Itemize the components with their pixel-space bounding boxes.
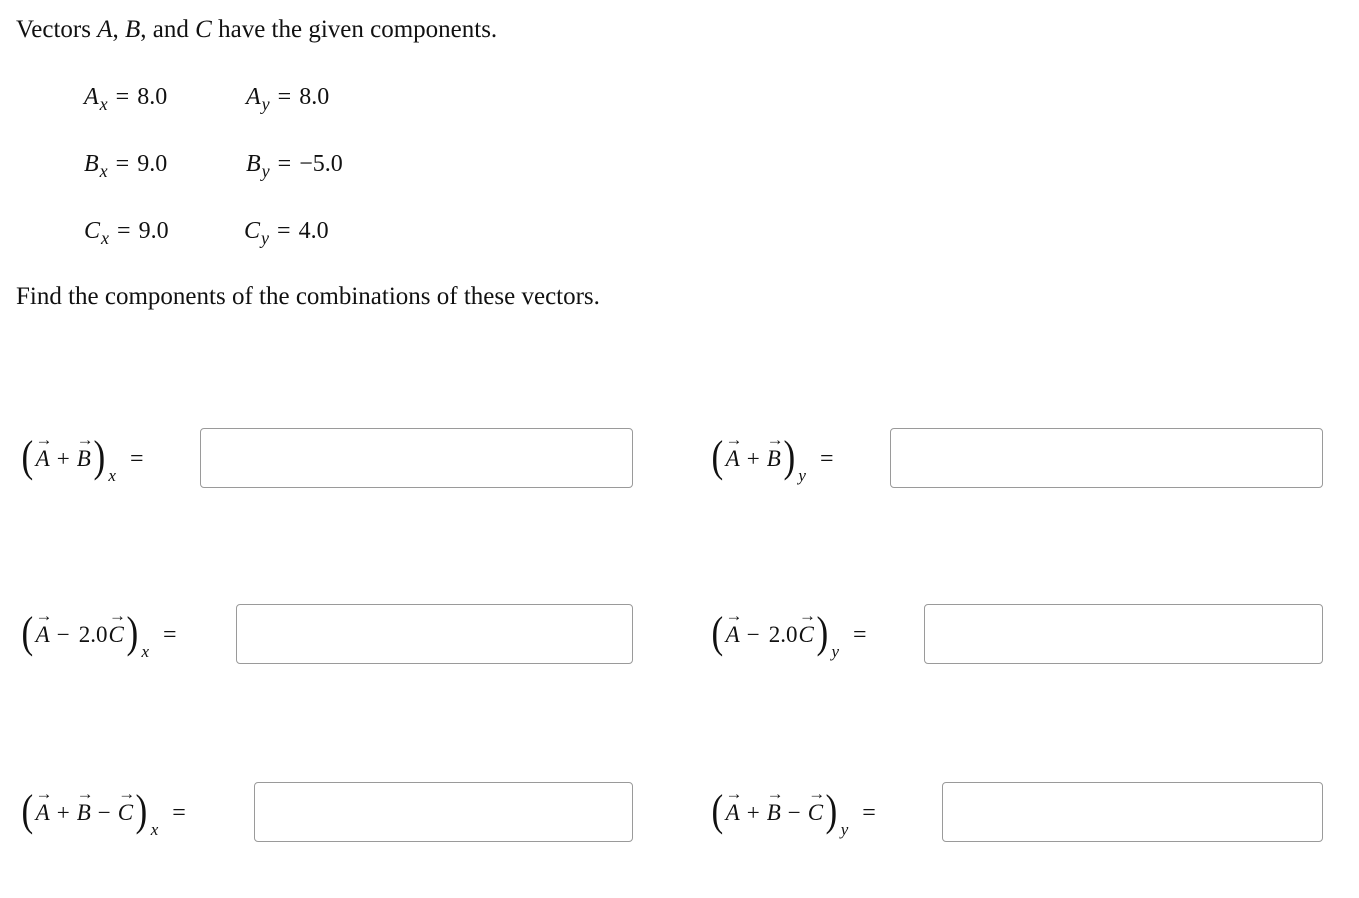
vector-c: → C	[808, 800, 823, 826]
answer-a-minus-2c-x-input[interactable]	[236, 604, 633, 664]
vector-b: → B	[767, 800, 781, 826]
vector-a: → A	[36, 800, 50, 826]
answer-a-plus-b-minus-c-y-input[interactable]	[942, 782, 1323, 842]
component-value: 8.0	[137, 84, 168, 110]
vector-c: → C	[798, 622, 813, 648]
vector-b: → B	[77, 800, 91, 826]
answer-a-plus-b-x-input[interactable]	[200, 428, 633, 488]
answer-a-plus-b-y-input[interactable]	[890, 428, 1323, 488]
vector-a: → A	[36, 622, 50, 648]
component-ay: $A_y = 8.0$	[246, 84, 330, 114]
answer-a-plus-b-minus-c-x-input[interactable]	[254, 782, 633, 842]
component-cy: $C_y = 4.0$	[244, 218, 329, 248]
vector-a: → A	[726, 622, 740, 648]
component-by: $B_y = -5.0$	[246, 151, 343, 181]
vector-a-label: A	[97, 16, 113, 43]
coefficient: 2.0	[768, 622, 798, 647]
expression-a-plus-b-x: ( → A + → B ) x =	[20, 429, 144, 489]
vector-c-label: C	[195, 16, 212, 43]
vector-a: → A	[726, 800, 740, 826]
component-value: 9.0	[138, 218, 169, 244]
vector-b: → B	[77, 446, 91, 472]
component-bx: $B_x = 9.0$	[84, 151, 168, 181]
component-cx: $C_x = 9.0$	[84, 218, 169, 248]
problem-intro: Vectors A, B, and C have the given components.	[16, 16, 498, 43]
vector-a: → A	[726, 446, 740, 472]
expression-a-minus-2c-x: ( → A − 2.0 → C ) x =	[20, 605, 177, 665]
coefficient: 2.0	[78, 622, 108, 647]
answer-a-minus-2c-y-input[interactable]	[924, 604, 1323, 664]
expression-a-plus-b-minus-c-x: ( → A + → B − → C ) x =	[20, 783, 186, 843]
component-value: 4.0	[298, 218, 329, 244]
component-value: 9.0	[137, 151, 168, 177]
expression-a-plus-b-minus-c-y: ( → A + → B − → C ) y =	[710, 783, 876, 843]
find-instruction: Find the components of the combinations of these vectors.	[16, 283, 600, 310]
vector-b: → B	[767, 446, 781, 472]
vector-c: → C	[118, 800, 133, 826]
component-ax: $A_x = 8.0$	[84, 84, 168, 114]
expression-a-plus-b-y: ( → A + → B ) y =	[710, 429, 834, 489]
component-value: 8.0	[299, 84, 330, 110]
component-value: −5.0	[299, 151, 343, 177]
vector-c: → C	[108, 622, 123, 648]
expression-a-minus-2c-y: ( → A − 2.0 → C ) y =	[710, 605, 867, 665]
vector-a: → A	[36, 446, 50, 472]
vector-b-label: B	[125, 16, 141, 43]
